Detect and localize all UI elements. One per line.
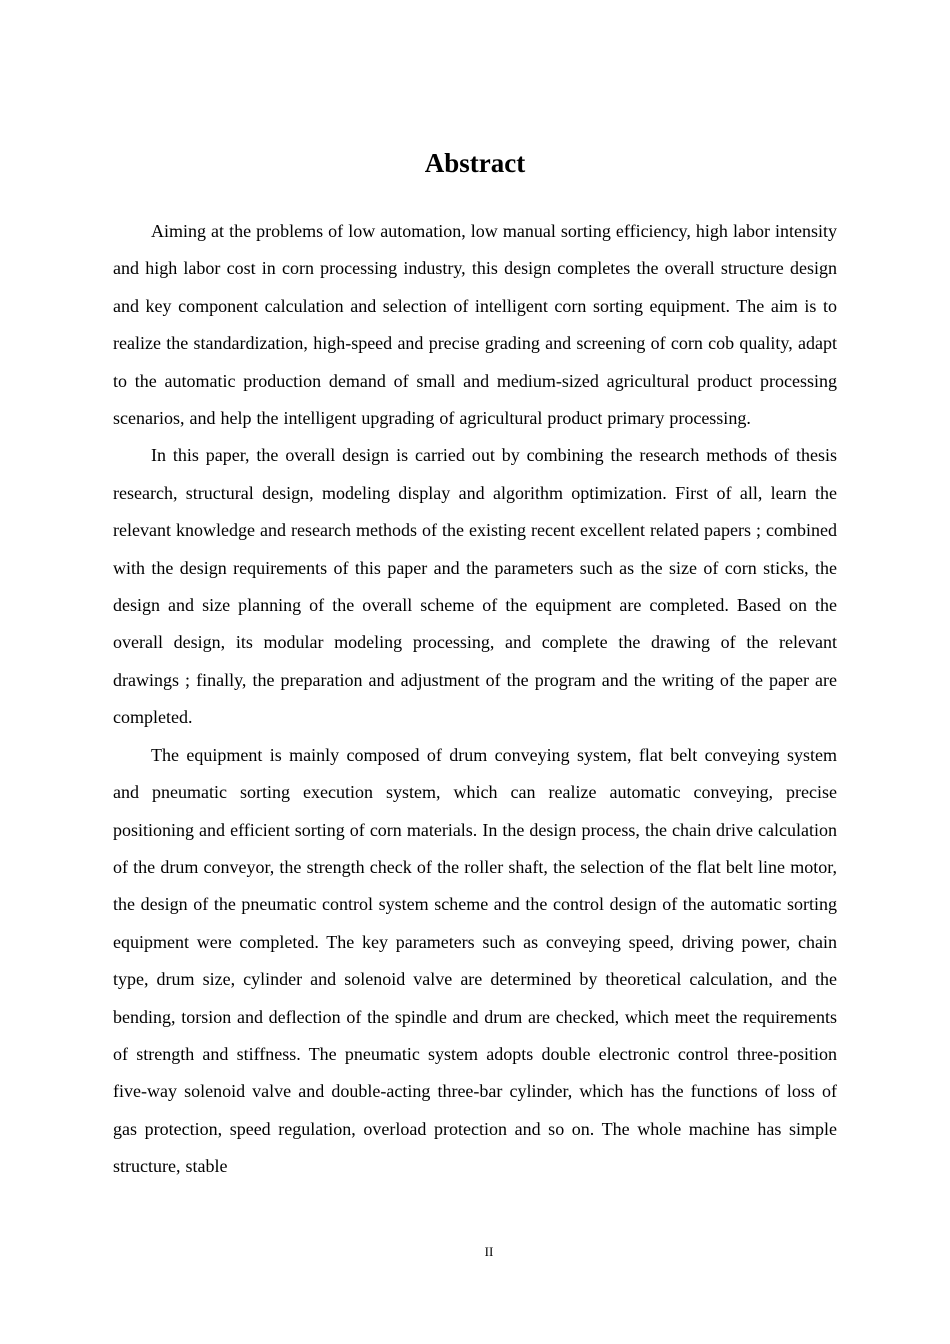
paragraph: The equipment is mainly composed of drum conveying system, flat belt conveying system and pneumatic sorting execution system, which can realize automatic conveying, precise positioning and efficient sorting of corn materials. In the design process, the chain drive calculation of the drum conveyor, the strength check of the roller shaft, the selection of the flat belt line motor, the design of the pneumatic control system scheme and the control design of the automatic sorting equipment were completed. The key parameters such as conveying speed, driving power, chain type, drum size, cylinder and solenoid valve are determined by theoretical calculation, and the bending, torsion and deflection of the spindle and drum are checked, which meet the requirements of strength and stiffness. The pneumatic system adopts double electronic control three-position five-way solenoid valve and double-acting three-bar cylinder, which has the functions of loss of gas protection, speed regulation, overload protection and so on. The whole machine has simple structure, stable xyxy=(113,744,837,1177)
abstract-body xyxy=(113,213,837,1186)
page-number: II xyxy=(484,1244,494,1259)
paragraph: In this paper, the overall design is carried out by combining the research methods of thesis research, structural design, modeling display and algorithm optimization. First of all, learn the relevant knowledge and research methods of the existing recent excellent related papers ; combined with the design requirements of this paper and the parameters such as the size of corn sticks, the design and size planning of the overall scheme of the equipment are completed. Based on the overall design, its modular modeling processing, and complete the drawing of the relevant drawings ; finally, the preparation and adjustment of the program and the writing of the paper are completed. xyxy=(113,445,837,728)
page-title: Abstract xyxy=(424,148,526,178)
paragraph: Aiming at the problems of low automation, low manual sorting efficiency, high labor intensity and high labor cost in corn processing industry, this design completes the overall structure design and key component calculation and selection of intelligent corn sorting equipment. The aim is to realize the standardization, high-speed and precise grading and screening of corn cob quality, adapt to the automatic production demand of small and medium-sized agricultural product processing scenarios, and help the intelligent upgrading of agricultural product primary processing. xyxy=(113,221,837,429)
